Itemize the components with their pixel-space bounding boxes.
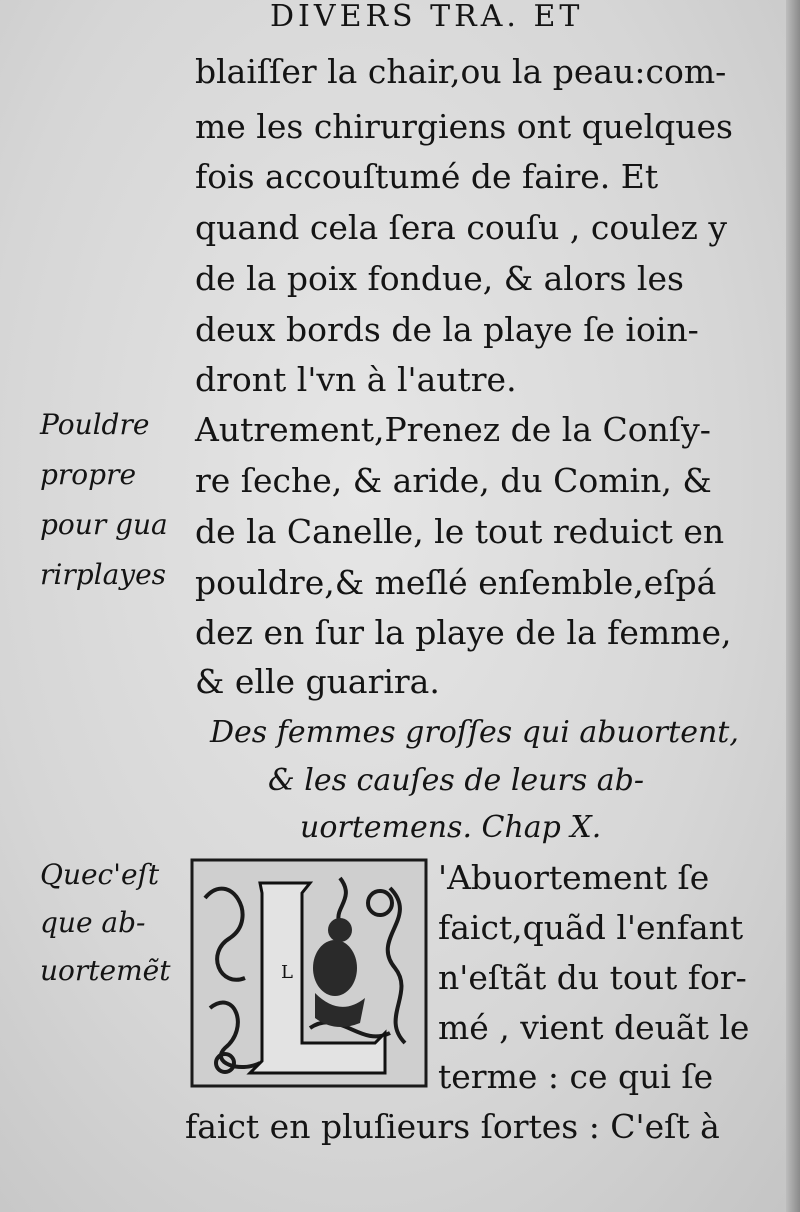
running-head: DIVERS TRA. ET: [270, 0, 584, 34]
margin-note-line: que ab-: [40, 906, 146, 939]
text-line: me les chirurgiens ont quelques: [195, 107, 733, 146]
margin-note-line: propre: [40, 458, 137, 491]
text-line: fois accouſtumé de faire. Et: [195, 157, 659, 196]
text-line: terme : ce qui ſe: [438, 1057, 714, 1096]
text-line: dront l'vn à l'autre.: [195, 360, 517, 399]
margin-note-line: Pouldre: [40, 408, 150, 441]
decorated-initial: [190, 858, 428, 1088]
margin-note-line: rirplayes: [40, 558, 167, 591]
text-line: faict,quãd l'enfant: [438, 908, 744, 947]
chapter-heading-line: uortemens. Chap X.: [300, 810, 602, 845]
text-line: pouldre,& meſlé enſemble,eſpá: [195, 563, 717, 602]
text-line: Autrement,Prenez de la Conſy-: [195, 410, 711, 449]
margin-note-line: Quec'eſt: [40, 858, 160, 891]
margin-note-line: pour gua: [40, 508, 168, 541]
text-line: re ſeche, & aride, du Comin, &: [195, 461, 712, 500]
text-line: blaiſſer la chair,ou la peau:com-: [195, 52, 727, 91]
text-line: de la Canelle, le tout reduict en: [195, 512, 725, 551]
text-line: mé , vient deuãt le: [438, 1008, 750, 1047]
text-line: faict en pluſieurs ſortes : C'eſt à: [185, 1107, 720, 1146]
chapter-heading-line: & les cauſes de leurs ab-: [268, 763, 644, 798]
text-line: deux bords de la playe ſe ioin-: [195, 310, 699, 349]
text-line: n'eſtãt du tout for-: [438, 958, 747, 997]
dropcap-letter: L: [281, 962, 293, 983]
text-line: 'Abuortement ſe: [438, 858, 710, 897]
text-line: & elle guarira.: [195, 662, 440, 701]
decorated-initial-art: [190, 858, 428, 1088]
page-gutter-shadow: [786, 0, 800, 1212]
text-line: de la poix fondue, & alors les: [195, 259, 684, 298]
text-line: quand cela ſera couſu , coulez y: [195, 208, 728, 247]
chapter-heading-line: Des femmes groſſes qui abuortent,: [210, 715, 739, 750]
text-line: dez en ſur la playe de la femme,: [195, 613, 732, 652]
margin-note-line: uortemẽt: [40, 954, 171, 987]
